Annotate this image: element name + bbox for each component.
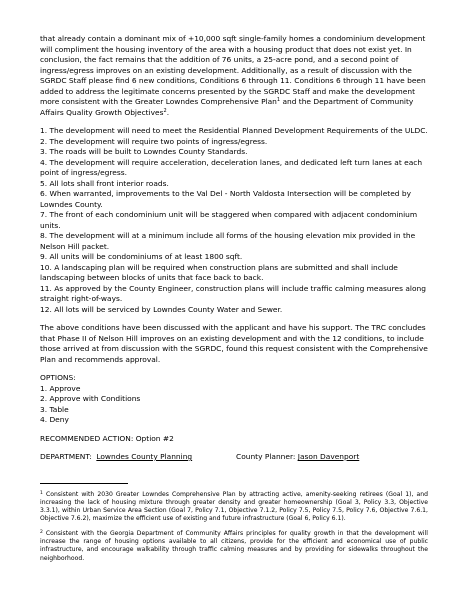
footnote-2-number: 2 <box>40 529 43 535</box>
intro-text-part-c: . <box>166 107 170 117</box>
footnote-2-text: Consistent with the Georgia Department of Community Affairs principles for quality growth in that the development will increase the range of housing options available to all citizens, provide for the efficient and economical use of public infrastructure, and encourage walkability through traffic calming measures and by providing for sidewalks throughout the neighborhood. <box>40 529 428 562</box>
condition-item: 9. All units will be condominiums of at least 1800 sqft. <box>40 252 243 261</box>
condition-item: 8. The development will at a minimum include all forms of the housing elevation mix provided in the Nelson Hill packet. <box>40 231 416 251</box>
condition-item: 11. As approved by the County Engineer, construction plans will include traffic calming measures along straight right-of-ways. <box>40 283 426 303</box>
document-page <box>40 34 428 563</box>
footnote-2 <box>40 530 428 563</box>
condition-item: 3. The roads will be built to Lowndes County Standards. <box>40 147 248 156</box>
summary-paragraph: The above conditions have been discussed with the applicant and have his support. The TRC concludes that Phase II of Nelson Hill improves on an existing development and with the 12 conditions, to include those arrived at from discussion with the SGRDC, found this request consistent with the Comprehensive Plan and recommends approval. <box>40 323 428 364</box>
planner-block <box>236 452 359 463</box>
options-section <box>40 373 428 426</box>
condition-item: 10. A landscaping plan will be required when construction plans are submitted and shall include landscaping between blocks of units that face back to back. <box>40 262 398 282</box>
department-label: DEPARTMENT: <box>40 452 92 461</box>
footnote-ref-1[interactable]: 1 <box>276 97 281 103</box>
department-value: Lowndes County Planning <box>96 452 193 461</box>
recommended-action: RECOMMENDED ACTION: Option #2 <box>40 433 174 443</box>
option-item: 3. Table <box>40 404 69 414</box>
footnote-divider <box>40 483 128 484</box>
option-item: 1. Approve <box>40 383 81 393</box>
footnote-1 <box>40 491 428 524</box>
condition-item: 2. The development will require two points of ingress/egress. <box>40 136 268 146</box>
condition-item: 4. The development will require acceleration, deceleration lanes, and dedicated left turn lanes at each point of ingress/egress. <box>40 157 423 177</box>
condition-item: 5. All lots shall front interior roads. <box>40 178 169 188</box>
footnote-1-number: 1 <box>40 490 43 496</box>
intro-paragraph <box>40 34 428 118</box>
conditions-list <box>40 126 428 315</box>
intro-text-part-a: that already contain a dominant mix of +10,000 sqft single-family homes a condominium development will compliment the housing inventory of the area with a housing product that does not exist yet. In conclusion, the fact remains that the addition of 76 units, a 25-acre pond, and a second point of ingress/egress improves on an existing development. Additionally, as a result of discussion with the SGRDC Staff please find 6 new conditions, Conditions 6 through 11. Conditions 6 through 11 have been added to address the legitimate concerns presented by the SGRDC Staff and make the development more consistent with the Greater Lowndes Comprehensive Plan <box>40 34 426 106</box>
planner-label: County Planner: <box>236 452 296 461</box>
planner-value: Jason Davenport <box>297 452 360 461</box>
condition-item: 7. The front of each condominium unit will be staggered when compared with adjacent condominium units. <box>40 210 418 230</box>
footnote-1-text: Consistent with 2030 Greater Lowndes Comprehensive Plan by attracting active, amenity-seeking retirees (Goal 1), and increasing the lack of housing mixture through greater density and greater homeownership (Goal 3, Policy 3.3, Objective 3.3.1), within Urban Service Area Section (Goal 7, Policy 7.1, Objective 7.1.2, Policy 7.5, Policy 7.5, Policy 7.6, Objective 7.6.1, Objective 7.6.2), maximize the efficient use of existing and future infrastructure (Goal 6, Policy 6.1). <box>40 490 428 523</box>
department-block <box>40 452 236 463</box>
options-heading: OPTIONS: <box>40 373 76 382</box>
footnote-ref-2[interactable]: 2 <box>163 107 167 114</box>
department-line <box>40 452 428 463</box>
option-item: 2. Approve with Conditions <box>40 394 141 403</box>
option-item: 4. Deny <box>40 415 69 424</box>
condition-item: 12. All lots will be serviced by Lowndes County Water and Sewer. <box>40 304 283 314</box>
condition-item: 1. The development will need to meet the Residential Planned Development Requirements of the ULDC. <box>40 126 428 135</box>
intro-text-part-b: and the Department of Community Affairs Quality Growth Objectives <box>40 97 414 117</box>
condition-item: 6. When warranted, improvements to the Val Del - North Valdosta Intersection will be completed by Lowndes County. <box>40 189 411 209</box>
